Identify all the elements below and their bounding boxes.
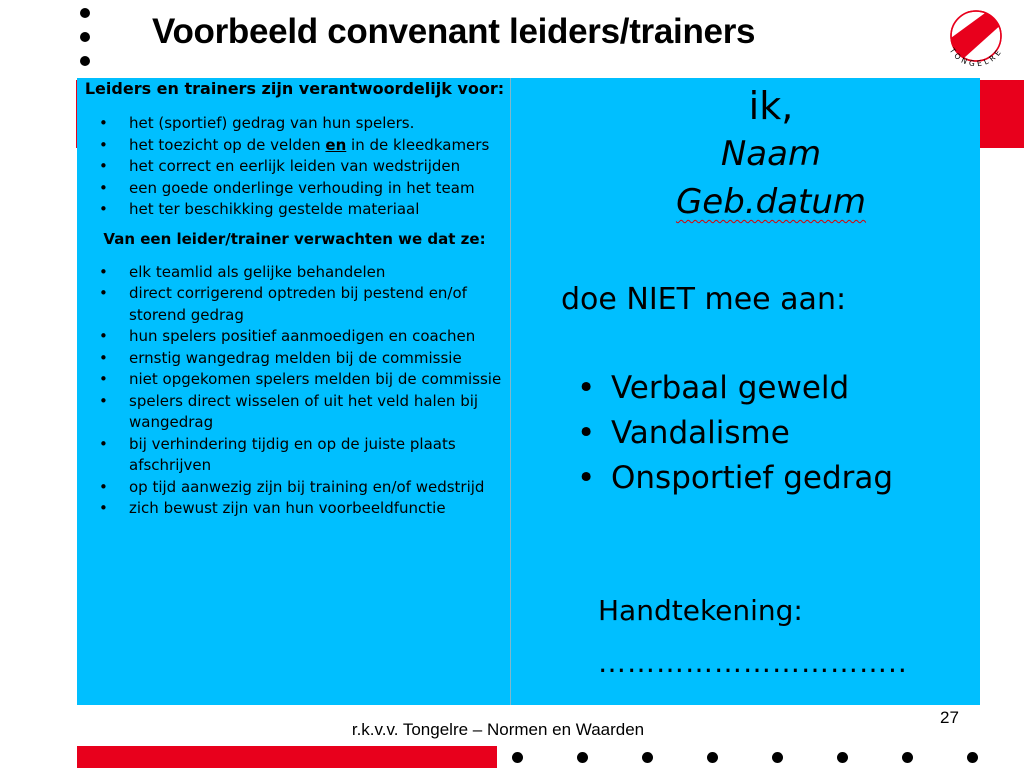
list-item xyxy=(82,135,507,157)
responsibilities-column xyxy=(82,78,507,520)
pledge-doe-niet: doe NIET mee aan: xyxy=(561,282,847,317)
page-number: 27 xyxy=(940,708,959,727)
pledge-ik: ik, xyxy=(748,84,794,128)
footer-text: r.k.v.v. Tongelre – Normen en Waarden xyxy=(351,720,645,739)
tongelre-logo xyxy=(934,3,1018,75)
emphasis-word: en xyxy=(325,135,347,154)
signature-line: ………………………….. xyxy=(598,646,908,679)
pledge-geb-datum: Geb.datum xyxy=(675,182,867,222)
footer-dot xyxy=(512,752,523,763)
list-item: • op tijd aanwezig zijn bij training en/of wedstrijd xyxy=(82,477,507,499)
list-item: • het ter beschikking gestelde materiaal xyxy=(82,199,507,221)
list-item: • bij verhindering tijdig en op de juiste plaats afschrijven xyxy=(82,434,507,477)
pledge-item: • Verbaal geweld xyxy=(577,366,893,411)
logo-text: TONGELRE xyxy=(947,46,1005,69)
footer-dot xyxy=(967,752,978,763)
expectations-heading: Van een leider/trainer verwachten we dat ze: xyxy=(103,229,486,248)
title-bullet-dots xyxy=(80,8,96,80)
responsibilities-list xyxy=(82,113,507,221)
list-item: • niet opgekomen spelers melden bij de commissie xyxy=(82,369,507,391)
list-item: • spelers direct wisselen of uit het veld halen bij wangedrag xyxy=(82,391,507,434)
footer-dot xyxy=(772,752,783,763)
list-item: • elk teamlid als gelijke behandelen xyxy=(82,262,507,284)
bullet-dot xyxy=(80,32,90,42)
footer-dot xyxy=(577,752,588,763)
responsibilities-heading: Leiders en trainers zijn verantwoordelijk voor: xyxy=(84,79,505,98)
pledge-item: • Onsportief gedrag xyxy=(577,456,893,501)
bullet-dot xyxy=(80,8,90,18)
footer xyxy=(0,720,1024,740)
pledge-naam: Naam xyxy=(720,134,822,174)
footer-dot xyxy=(902,752,913,763)
pledge-list xyxy=(577,366,893,501)
footer-dot xyxy=(837,752,848,763)
red-accent-bottom xyxy=(77,746,497,768)
list-item: • direct corrigerend optreden bij pestend en/of storend gedrag xyxy=(82,283,507,326)
slide-title: Voorbeeld convenant leiders/trainers xyxy=(152,12,756,51)
footer-dot xyxy=(707,752,718,763)
pledge-column xyxy=(511,78,980,705)
list-item: • het correct en eerlijk leiden van wedstrijden xyxy=(82,156,507,178)
bullet-dot xyxy=(80,56,90,66)
list-item-text: in de kleedkamers xyxy=(346,135,490,154)
signature-label: Handtekening: xyxy=(598,594,803,627)
list-item: • ernstig wangedrag melden bij de commissie xyxy=(82,348,507,370)
pledge-item: • Vandalisme xyxy=(577,411,893,456)
footer-dot xyxy=(642,752,653,763)
list-item: • zich bewust zijn van hun voorbeeldfunctie xyxy=(82,498,507,520)
list-item: • het (sportief) gedrag van hun spelers. xyxy=(82,113,507,135)
list-item: • hun spelers positief aanmoedigen en coachen xyxy=(82,326,507,348)
list-item: • een goede onderlinge verhouding in het team xyxy=(82,178,507,200)
list-item-text: het toezicht op de velden xyxy=(129,135,326,154)
expectations-list xyxy=(82,262,507,520)
